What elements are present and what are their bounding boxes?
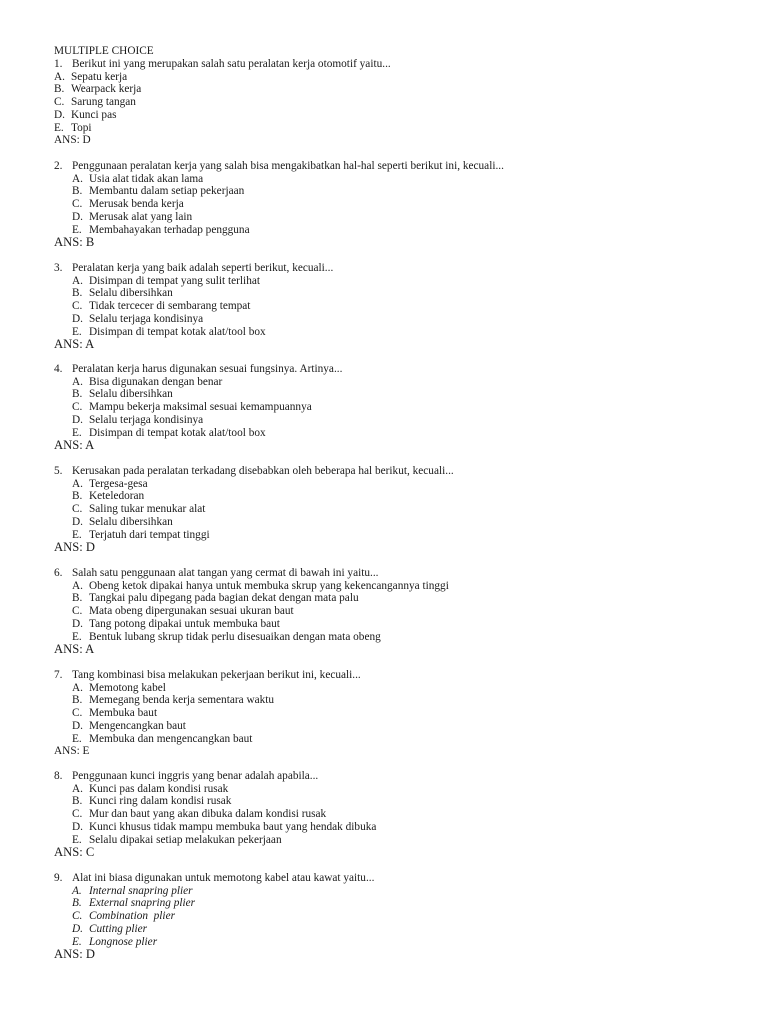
answer-option: A. Obeng ketok dipakai hanya untuk membuka skrup yang kekencangannya tinggi <box>72 579 449 592</box>
answer-option: E. Topi <box>54 121 92 134</box>
answer-key: ANS: D <box>54 540 95 555</box>
question-1 <box>54 58 391 147</box>
answer-option: A. Sepatu kerja <box>54 70 128 83</box>
question-number: 5. <box>54 465 63 477</box>
question-2 <box>54 160 504 249</box>
answer-option: D. Cutting plier <box>72 922 148 935</box>
answer-option: A. Kunci pas dalam kondisi rusak <box>72 782 229 795</box>
answer-option: A. Bisa digunakan dengan benar <box>72 375 223 388</box>
answer-option: D. Kunci khusus tidak mampu membuka baut yang hendak dibuka <box>72 820 377 833</box>
answer-key: ANS: C <box>54 845 95 860</box>
answer-option: B. Memegang benda kerja sementara waktu <box>72 694 275 707</box>
answer-option: E. Terjatuh dari tempat tinggi <box>72 528 210 541</box>
answer-option: B. Kunci ring dalam kondisi rusak <box>72 795 232 808</box>
question-3 <box>54 262 333 351</box>
answer-option: C. Mata obeng dipergunakan sesuai ukuran baut <box>72 605 294 618</box>
question-text: 4. Peralatan kerja harus digunakan sesuai fungsinya. Artinya... <box>54 363 343 375</box>
question-6 <box>54 567 449 656</box>
question-text: 3. Peralatan kerja yang baik adalah seperti berikut, kecuali... <box>54 262 334 274</box>
answer-option: D. Selalu terjaga kondisinya <box>72 413 204 426</box>
answer-option: A. Usia alat tidak akan lama <box>72 172 204 185</box>
answer-option: B. External snapring plier <box>72 897 196 910</box>
question-text: 6. Salah satu penggunaan alat tangan yang cermat di bawah ini yaitu... <box>54 567 379 579</box>
section-heading: MULTIPLE CHOICE <box>54 45 154 57</box>
answer-option: A. Tergesa-gesa <box>72 477 148 490</box>
question-5 <box>54 465 454 554</box>
question-text: 5. Kerusakan pada peralatan terkadang disebabkan oleh beberapa hal berikut, kecuali... <box>54 465 454 477</box>
question-number: 7. <box>54 669 63 681</box>
question-7 <box>54 669 361 758</box>
answer-option: E. Disimpan di tempat kotak alat/tool box <box>72 426 266 439</box>
answer-option: D. Kunci pas <box>54 108 117 121</box>
answer-key: ANS: A <box>54 642 95 657</box>
answer-key: ANS: A <box>54 337 95 352</box>
answer-option: E. Membahayakan terhadap pengguna <box>72 223 250 236</box>
answer-option: B. Membantu dalam setiap pekerjaan <box>72 185 245 198</box>
answer-key: ANS: D <box>54 134 91 147</box>
answer-option: C. Tidak tercecer di sembarang tempat <box>72 300 251 313</box>
question-number: 6. <box>54 567 63 579</box>
answer-option: C. Mampu bekerja maksimal sesuai kemampuannya <box>72 401 312 414</box>
answer-option: B. Keteledoran <box>72 490 145 503</box>
answer-option: D. Mengencangkan baut <box>72 719 186 732</box>
answer-option: A. Memotong kabel <box>72 681 166 694</box>
question-number: 8. <box>54 770 63 782</box>
question-text: 2. Penggunaan peralatan kerja yang salah bisa mengakibatkan hal-hal seperti berikut ini, kecuali... <box>54 160 504 172</box>
answer-option: B. Selalu dibersihkan <box>72 388 173 401</box>
question-8 <box>54 770 376 859</box>
question-number: 9. <box>54 872 63 884</box>
answer-key: ANS: D <box>54 947 95 962</box>
question-text: 7. Tang kombinasi bisa melakukan pekerjaan berikut ini, kecuali... <box>54 669 361 681</box>
answer-option: E. Disimpan di tempat kotak alat/tool box <box>72 325 266 338</box>
answer-option: E. Bentuk lubang skrup tidak perlu disesuaikan dengan mata obeng <box>72 630 381 643</box>
answer-option: D. Selalu dibersihkan <box>72 515 173 528</box>
question-number: 3. <box>54 262 63 274</box>
question-number: 4. <box>54 363 63 375</box>
question-9 <box>54 872 374 961</box>
answer-option: D. Tang potong dipakai untuk membuka baut <box>72 617 280 630</box>
question-number: 2. <box>54 160 63 172</box>
answer-key: ANS: A <box>54 438 95 453</box>
answer-option: C. Sarung tangan <box>54 96 136 109</box>
answer-option: D. Merusak alat yang lain <box>72 210 193 223</box>
answer-option: C. Combination plier <box>72 910 175 923</box>
answer-option: C. Merusak benda kerja <box>72 198 184 211</box>
answer-option: C. Mur dan baut yang akan dibuka dalam kondisi rusak <box>72 808 327 821</box>
answer-option: C. Saling tukar menukar alat <box>72 503 206 516</box>
question-text: 1. Berikut ini yang merupakan salah satu peralatan kerja otomotif yaitu... <box>54 58 391 70</box>
answer-option: B. Tangkai palu dipegang pada bagian dekat dengan mata palu <box>72 592 359 605</box>
question-number: 1. <box>54 58 63 70</box>
answer-key: ANS: B <box>54 235 95 250</box>
answer-option: A. Internal snapring plier <box>72 884 193 897</box>
question-text: 9. Alat ini biasa digunakan untuk memotong kabel atau kawat yaitu... <box>54 872 375 884</box>
answer-option: A. Disimpan di tempat yang sulit terlihat <box>72 274 260 287</box>
answer-option: B. Wearpack kerja <box>54 83 142 96</box>
answer-option: E. Selalu dipakai setiap melakukan pekerjaan <box>72 833 282 846</box>
question-4 <box>54 363 342 452</box>
answer-option: E. Membuka dan mengencangkan baut <box>72 732 253 745</box>
answer-key: ANS: E <box>54 745 90 758</box>
question-text: 8. Penggunaan kunci inggris yang benar adalah apabila... <box>54 770 319 782</box>
answer-option: B. Selalu dibersihkan <box>72 287 173 300</box>
answer-option: C. Membuka baut <box>72 707 158 720</box>
answer-option: D. Selalu terjaga kondisinya <box>72 312 204 325</box>
answer-option: E. Longnose plier <box>72 935 158 948</box>
